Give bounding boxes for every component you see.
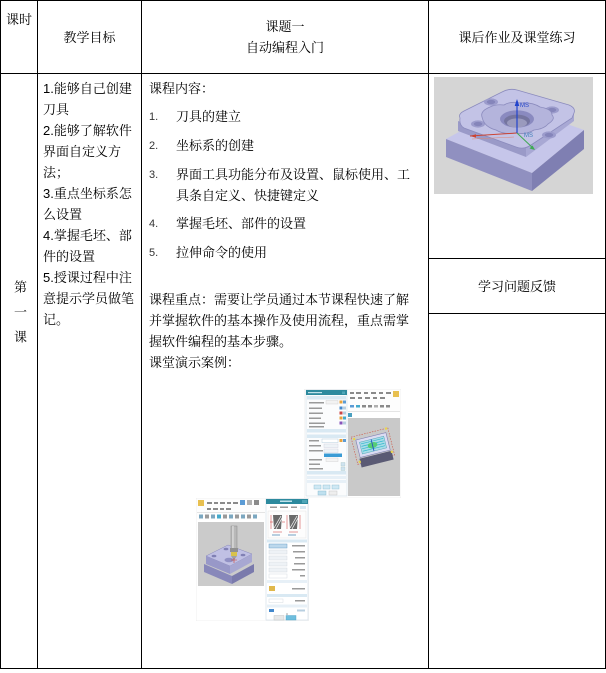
course-item-text: 刀具的建立: [176, 109, 242, 124]
objective-item: 5.授课过程中注意提示学员做笔记。: [43, 270, 135, 327]
lesson-number-vertical-label: 第一课: [12, 280, 27, 355]
course-item-text: 拉伸命令的使用: [176, 245, 268, 260]
topic-title-line1: 课题一: [265, 19, 305, 34]
course-item-text: 坐标系的创建: [176, 138, 255, 153]
cam-screenshot-1-graphic: [304, 389, 401, 498]
create-tool-dialog-panel: [266, 499, 308, 620]
course-key-points: 课程重点：需要让学员通过本节课程快速了解并掌握软件的基本操作及使用流程，重点需掌握软件编程的基本步骤。: [149, 292, 410, 349]
course-item-number: 4.: [149, 218, 159, 230]
period-cell: [1, 74, 37, 668]
course-item: [149, 213, 422, 235]
axis-label-z: MS: [520, 103, 529, 109]
feedback-label: 学习问题反馈: [477, 278, 556, 294]
course-content-title: 课程内容：: [149, 81, 215, 96]
homework-empty-cell: [429, 314, 605, 668]
course-item-number: 2.: [149, 140, 159, 152]
feedback-cell: [429, 259, 605, 313]
machined-part-graphic: [434, 77, 593, 194]
course-item-text: 掌握毛坯、部件的设置: [176, 216, 307, 231]
cam-screenshot-2-graphic: [196, 498, 309, 621]
folder-icon: [198, 500, 204, 506]
cutter-holder-ring: [231, 552, 237, 556]
selected-parameter-field: [269, 544, 287, 548]
course-content-list: [149, 106, 422, 264]
create-tool-dialog-screenshot: [196, 498, 309, 621]
header-period-label: 课时: [5, 12, 32, 27]
axis-label-y: MS: [524, 133, 533, 139]
course-item-number: 1.: [149, 111, 159, 123]
header-cell-period: [1, 1, 37, 73]
objective-item: 3.重点坐标系怎么设置: [43, 186, 132, 222]
objective-item: 2.能够了解软件界面自定义方法；: [43, 123, 132, 180]
toolbar-view-icon: [348, 413, 352, 417]
header-objectives-label: 教学目标: [63, 29, 116, 45]
homework-part-image: [434, 77, 593, 194]
tool-toolbar: [197, 499, 265, 520]
header-cell-objectives: [38, 1, 141, 73]
highlighted-row: [324, 454, 342, 458]
course-item: [149, 106, 422, 128]
cam-operation-dialog-screenshot: [304, 389, 401, 498]
header-cell-topic: [142, 1, 428, 73]
course-item-number: 3.: [149, 169, 159, 181]
course-item: [149, 164, 422, 206]
tool-library-icon: [269, 586, 275, 591]
toolbar-folder-icon: [393, 391, 399, 397]
course-item: [149, 135, 422, 157]
objectives-cell: [38, 74, 141, 668]
course-item: [149, 242, 422, 264]
ok-button: [286, 616, 296, 621]
header-homework-label: 课后作业及课堂练习: [458, 29, 576, 45]
header-cell-homework: [429, 1, 605, 73]
cutter-preview-images: [268, 511, 306, 538]
course-item-text: 界面工具功能分布及设置、鼠标使用、工具条自定义、快捷键定义: [176, 167, 411, 203]
objective-item: 4.掌握毛坯、部件的设置: [43, 228, 132, 264]
cutter-shank: [231, 526, 237, 550]
preview-icon: [269, 609, 274, 612]
course-item-number: 5.: [149, 247, 159, 259]
topic-title-line2: 自动编程入门: [245, 40, 324, 55]
objective-item: 1.能够自己创建刀具: [43, 81, 132, 117]
demo-case-label: 课堂演示案例：: [149, 355, 241, 370]
